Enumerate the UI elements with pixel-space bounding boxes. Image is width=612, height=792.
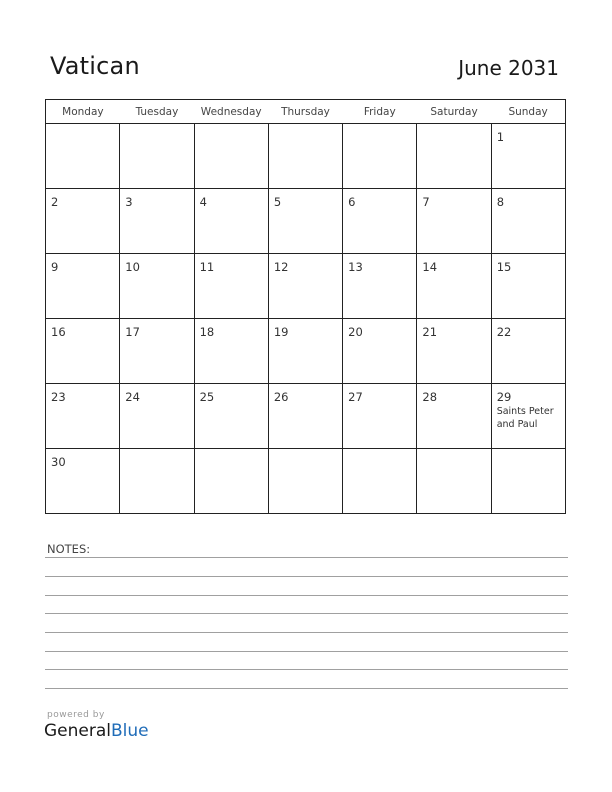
- day-number: 17: [125, 325, 140, 339]
- day-cell: [491, 189, 565, 254]
- day-number: 28: [422, 390, 438, 404]
- holiday-label: Saints Peter and Paul: [496, 406, 554, 430]
- empty-day-cell: [194, 449, 268, 514]
- day-number: 13: [348, 260, 363, 274]
- day-cell: [343, 254, 417, 319]
- day-cell: [268, 384, 342, 449]
- day-number: 1: [496, 130, 505, 144]
- weekday-header: Friday: [343, 100, 417, 124]
- day-number: 19: [273, 325, 289, 339]
- brand-blue: Blue: [111, 721, 149, 741]
- day-number: 8: [496, 195, 505, 209]
- note-line: [45, 613, 568, 614]
- day-number: 4: [199, 195, 207, 209]
- day-cell: [491, 124, 565, 189]
- day-cell: [46, 254, 120, 319]
- calendar-month-year: June 2031: [458, 56, 559, 80]
- day-cell: [268, 319, 342, 384]
- calendar-week-row: [46, 254, 566, 319]
- day-number: 3: [125, 195, 133, 209]
- weekday-header: Monday: [46, 100, 120, 124]
- day-cell: [343, 189, 417, 254]
- day-cell: [120, 384, 194, 449]
- day-number: 11: [199, 260, 215, 274]
- note-line: [45, 632, 568, 633]
- note-line: [45, 688, 568, 689]
- day-cell: [120, 254, 194, 319]
- day-number: 26: [273, 390, 289, 404]
- day-cell: [417, 189, 491, 254]
- day-cell: [417, 384, 491, 449]
- day-number: 14: [422, 260, 438, 274]
- day-number: 22: [496, 325, 512, 339]
- day-cell: [194, 254, 268, 319]
- empty-day-cell: [268, 124, 342, 189]
- day-cell: [417, 254, 491, 319]
- empty-day-cell: [120, 449, 194, 514]
- day-number: 15: [496, 260, 512, 274]
- calendar-week-row: [46, 384, 566, 449]
- day-cell: [491, 384, 565, 449]
- day-cell: [194, 319, 268, 384]
- day-cell: [194, 189, 268, 254]
- day-cell: [46, 384, 120, 449]
- day-number: 20: [348, 325, 363, 339]
- day-number: 6: [348, 195, 356, 209]
- day-cell: [417, 319, 491, 384]
- weekday-header: Tuesday: [120, 100, 194, 124]
- day-cell: [343, 384, 417, 449]
- day-number: 29: [496, 390, 512, 404]
- brand-general: General: [44, 721, 111, 741]
- empty-day-cell: [343, 449, 417, 514]
- day-number: 2: [51, 195, 59, 209]
- empty-day-cell: [46, 124, 120, 189]
- generalblue-logo: [44, 721, 149, 741]
- calendar-week-row: [46, 449, 566, 514]
- weekday-header: Wednesday: [194, 100, 268, 124]
- empty-day-cell: [491, 449, 565, 514]
- empty-day-cell: [120, 124, 194, 189]
- note-line: [45, 557, 568, 558]
- empty-day-cell: [417, 449, 491, 514]
- day-number: 7: [422, 195, 430, 209]
- empty-day-cell: [417, 124, 491, 189]
- calendar-week-row: [46, 189, 566, 254]
- notes-label: NOTES:: [47, 542, 91, 556]
- day-number: 9: [51, 260, 59, 274]
- day-cell: [194, 384, 268, 449]
- calendar-grid: [45, 99, 566, 514]
- note-line: [45, 669, 568, 670]
- note-line: [45, 595, 568, 596]
- day-number: 12: [273, 260, 289, 274]
- day-number: 30: [51, 455, 66, 469]
- day-cell: [46, 319, 120, 384]
- powered-by-text: powered by: [47, 710, 105, 720]
- day-number: 16: [51, 325, 66, 339]
- weekday-header: Thursday: [268, 100, 342, 124]
- calendar-week-row: [46, 319, 566, 384]
- weekday-header: Saturday: [417, 100, 491, 124]
- day-cell: [268, 189, 342, 254]
- day-cell: [46, 189, 120, 254]
- day-number: 27: [348, 390, 363, 404]
- day-number: 21: [422, 325, 438, 339]
- day-cell: [343, 319, 417, 384]
- calendar-week-row: [46, 124, 566, 189]
- day-number: 10: [125, 260, 140, 274]
- day-number: 5: [273, 195, 282, 209]
- day-cell: [268, 254, 342, 319]
- weekday-header-row: [46, 100, 566, 124]
- empty-day-cell: [268, 449, 342, 514]
- day-number: 23: [51, 390, 66, 404]
- day-cell: [120, 189, 194, 254]
- day-cell: [46, 449, 120, 514]
- note-line: [45, 576, 568, 577]
- weekday-header: Sunday: [491, 100, 565, 124]
- day-cell: [491, 254, 565, 319]
- day-number: 25: [199, 390, 215, 404]
- day-number: 18: [199, 325, 215, 339]
- day-number: 24: [125, 390, 140, 404]
- day-cell: [120, 319, 194, 384]
- calendar-country-title: Vatican: [50, 52, 140, 80]
- note-line: [45, 651, 568, 652]
- day-cell: [491, 319, 565, 384]
- empty-day-cell: [343, 124, 417, 189]
- empty-day-cell: [194, 124, 268, 189]
